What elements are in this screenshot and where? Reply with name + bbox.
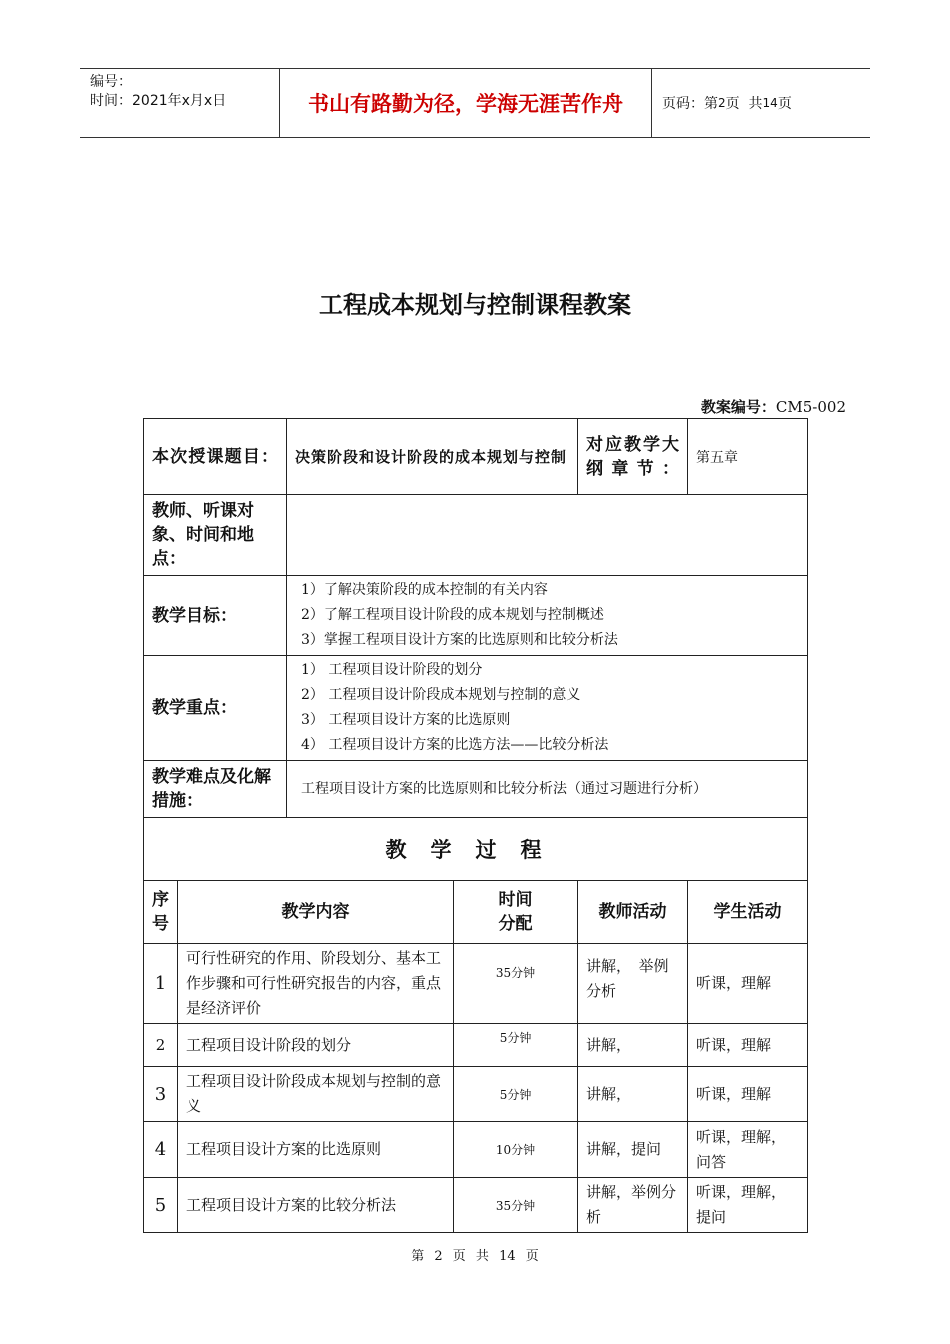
row-student-activity: 听课，理解 (688, 1067, 808, 1122)
row-content: 工程项目设计方案的比较分析法 (178, 1178, 454, 1233)
topic-label: 本次授课题目： (144, 419, 287, 495)
key-item: 3） 工程项目设计方案的比选原则 (301, 712, 511, 728)
col-header-time (454, 881, 578, 944)
row-number: 1 (144, 944, 178, 1024)
topic-value: 决策阶段和设计阶段的成本规划与控制 (287, 419, 578, 495)
page-footer (0, 1245, 950, 1264)
header-page-info (652, 69, 870, 137)
row-student-activity: 听课，理解，提问 (688, 1178, 808, 1233)
code-label: 编号： (90, 74, 132, 90)
footer-pre: 第 (411, 1249, 425, 1264)
page-mid: 页 共 (725, 96, 763, 112)
plan-number-value: CM5-002 (775, 398, 846, 416)
document-title: 工程成本规划与控制课程教案 (319, 291, 631, 319)
key-item: 4） 工程项目设计方案的比选方法——比较分析法 (301, 737, 609, 753)
difficulty-value: 工程项目设计方案的比选原则和比较分析法（通过习题进行分析） (287, 761, 808, 818)
page-label: 页码：第 (662, 96, 718, 112)
row-time: 5分钟 (454, 1067, 578, 1122)
key-item: 1） 工程项目设计阶段的划分 (301, 662, 483, 678)
motto: 书山有路勤为径，学海无涯苦作舟 (280, 69, 652, 137)
row-content: 工程项目设计方案的比选原则 (178, 1122, 454, 1178)
goal-item: 1）了解决策阶段的成本控制的有关内容 (301, 582, 548, 598)
row-number: 5 (144, 1178, 178, 1233)
row-time: 35分钟 (454, 1178, 578, 1233)
goal-item: 2）了解工程项目设计阶段的成本规划与控制概述 (301, 607, 604, 623)
page-header (80, 68, 870, 138)
outline-value: 第五章 (688, 419, 808, 495)
table-row (144, 1024, 808, 1067)
lesson-plan-table (143, 418, 808, 1233)
table-row (144, 1122, 808, 1178)
page-total: 14 (762, 96, 778, 110)
teacher-info-value (287, 495, 808, 576)
row-number: 2 (144, 1024, 178, 1067)
teacher-info-label: 教师、听课对象、时间和地点： (144, 495, 287, 576)
date-label: 时间：2021年x月x日 (90, 93, 227, 109)
header-meta (80, 69, 280, 137)
keys-label: 教学重点： (144, 656, 287, 761)
row-number: 3 (144, 1067, 178, 1122)
goal-item: 3）掌握工程项目设计方案的比选原则和比较分析法 (301, 632, 618, 648)
col-header-teacher: 教师活动 (578, 881, 688, 944)
footer-mid: 页 共 (452, 1249, 489, 1264)
col-header-no: 序号 (144, 881, 178, 944)
process-title: 教学过程 (144, 818, 808, 881)
table-row (144, 1067, 808, 1122)
goals-list (287, 576, 808, 656)
outline-label: 对应教学大纲章节： (578, 419, 688, 495)
goals-label: 教学目标： (144, 576, 287, 656)
plan-number-label: 教案编号： (700, 398, 776, 416)
row-content: 工程项目设计阶段成本规划与控制的意义 (178, 1067, 454, 1122)
table-row (144, 944, 808, 1024)
col-header-time-text: 时间分配 (498, 890, 533, 934)
plan-number (701, 396, 846, 417)
page-number: 2 (718, 96, 726, 110)
row-teacher-activity: 讲解，提问 (578, 1122, 688, 1178)
difficulty-label: 教学难点及化解措施： (144, 761, 287, 818)
row-time: 10分钟 (454, 1122, 578, 1178)
table-row (144, 1178, 808, 1233)
row-time: 5分钟 (454, 1024, 578, 1067)
row-teacher-activity: 讲解， 举例分析 (578, 944, 688, 1024)
key-item: 2） 工程项目设计阶段成本规划与控制的意义 (301, 687, 581, 703)
col-header-content: 教学内容 (178, 881, 454, 944)
row-teacher-activity: 讲解， (578, 1067, 688, 1122)
page-end: 页 (777, 96, 792, 112)
row-time: 35分钟 (454, 944, 578, 1024)
row-teacher-activity: 讲解， (578, 1024, 688, 1067)
row-content: 可行性研究的作用、阶段划分、基本工作步骤和可行性研究报告的内容，重点是经济评价 (178, 944, 454, 1024)
col-header-student: 学生活动 (688, 881, 808, 944)
row-student-activity: 听课，理解，问答 (688, 1122, 808, 1178)
row-student-activity: 听课，理解 (688, 944, 808, 1024)
row-teacher-activity: 讲解，举例分析 (578, 1178, 688, 1233)
footer-total: 14 (499, 1249, 516, 1264)
row-student-activity: 听课，理解 (688, 1024, 808, 1067)
footer-page: 2 (434, 1249, 443, 1264)
row-content: 工程项目设计阶段的划分 (178, 1024, 454, 1067)
footer-post: 页 (525, 1249, 539, 1264)
row-number: 4 (144, 1122, 178, 1178)
keys-list (287, 656, 808, 761)
